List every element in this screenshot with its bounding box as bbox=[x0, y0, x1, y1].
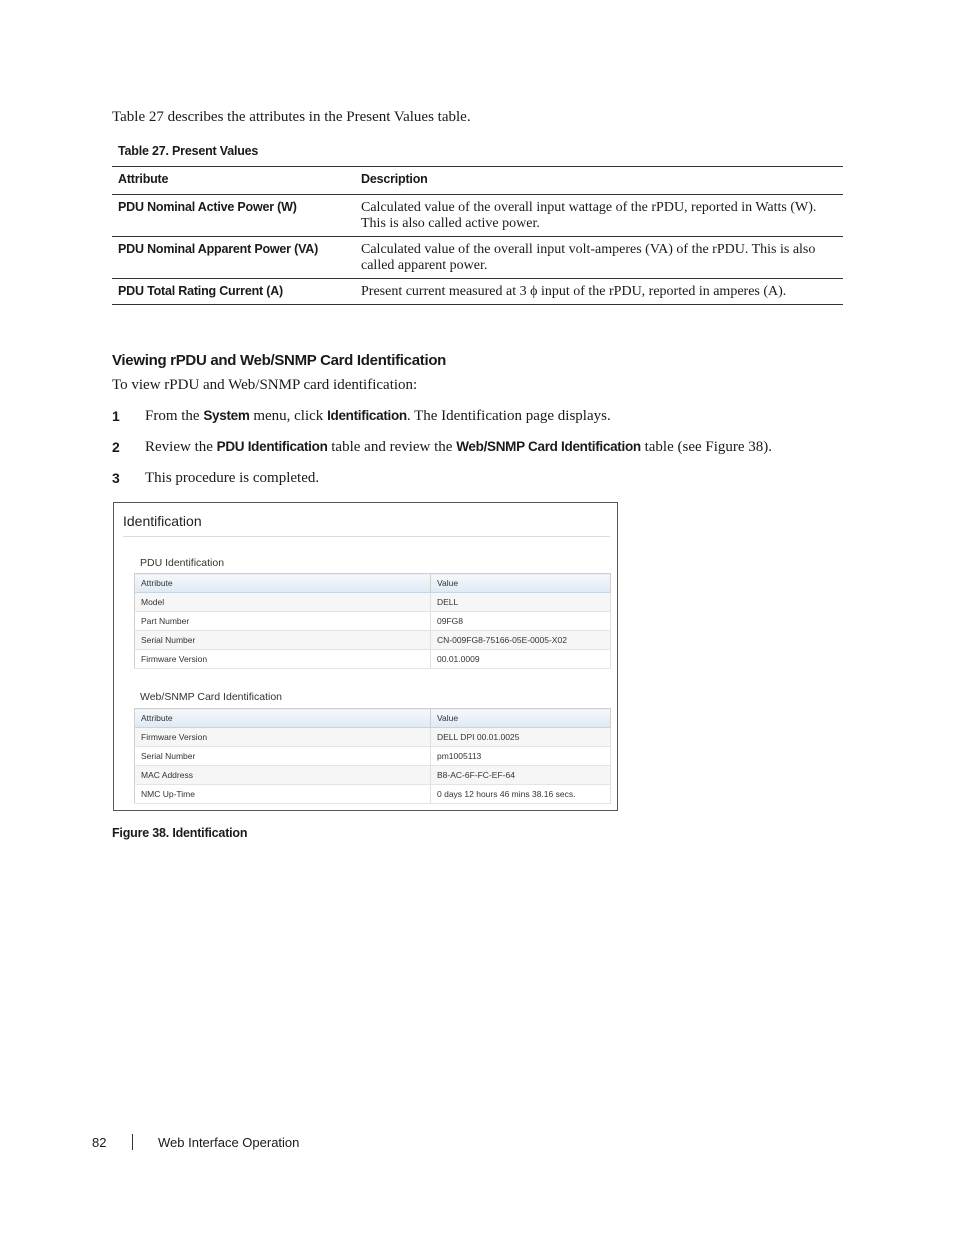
step-number: 1 bbox=[112, 408, 120, 424]
value-cell: 0 days 12 hours 46 mins 38.16 secs. bbox=[431, 785, 611, 804]
table-header-row bbox=[135, 709, 611, 728]
attribute-cell: Model bbox=[135, 593, 431, 612]
description-cell: Present current measured at 3 ϕ input of the rPDU, reported in amperes (A). bbox=[355, 279, 843, 305]
step-text: Review the PDU Identification table and review the Web/SNMP Card Identification table (see Figure 38). bbox=[145, 439, 773, 455]
value-cell: 09FG8 bbox=[431, 612, 611, 631]
value-cell: DELL DPI 00.01.0025 bbox=[431, 728, 611, 747]
attribute-cell: Firmware Version bbox=[135, 728, 431, 747]
table-row bbox=[135, 612, 611, 631]
table-row bbox=[135, 747, 611, 766]
step-text: This procedure is completed. bbox=[145, 470, 320, 486]
value-cell: pm1005113 bbox=[431, 747, 611, 766]
title-divider bbox=[123, 536, 610, 537]
attribute-cell: MAC Address bbox=[135, 766, 431, 785]
menu-keyword: System bbox=[203, 408, 250, 423]
table-row bbox=[135, 785, 611, 804]
value-cell: 00.01.0009 bbox=[431, 650, 611, 669]
table-keyword: PDU Identification bbox=[216, 439, 328, 454]
column-header-value: Value bbox=[431, 574, 611, 593]
section-intro: To view rPDU and Web/SNMP card identification: bbox=[112, 377, 418, 393]
attribute-cell: Serial Number bbox=[135, 747, 431, 766]
attribute-cell: NMC Up-Time bbox=[135, 785, 431, 804]
attribute-cell: PDU Nominal Apparent Power (VA) bbox=[112, 237, 355, 279]
table-row bbox=[135, 728, 611, 747]
column-header-attribute: Attribute bbox=[135, 574, 431, 593]
column-header-description: Description bbox=[355, 167, 843, 195]
table-row bbox=[112, 237, 843, 279]
page-number: 82 bbox=[92, 1135, 107, 1150]
table-row bbox=[112, 279, 843, 305]
attribute-cell: Serial Number bbox=[135, 631, 431, 650]
table-caption: Table 27. Present Values bbox=[118, 144, 259, 158]
column-header-attribute: Attribute bbox=[135, 709, 431, 728]
table-header-row bbox=[135, 574, 611, 593]
table-header-row bbox=[112, 167, 843, 195]
column-header-value: Value bbox=[431, 709, 611, 728]
table-row bbox=[135, 593, 611, 612]
pdu-identification-title: PDU Identification bbox=[140, 557, 225, 569]
intro-paragraph: Table 27 describes the attributes in the Present Values table. bbox=[112, 109, 471, 125]
pdu-identification-table bbox=[134, 573, 611, 669]
page-title: Identification bbox=[123, 513, 202, 529]
attribute-cell: Part Number bbox=[135, 612, 431, 631]
table-row bbox=[135, 650, 611, 669]
card-identification-title: Web/SNMP Card Identification bbox=[140, 691, 283, 703]
footer-separator bbox=[132, 1134, 133, 1150]
table-row bbox=[112, 195, 843, 237]
step-number: 3 bbox=[112, 470, 120, 486]
menu-keyword: Identification bbox=[327, 408, 407, 423]
value-cell: CN-009FG8-75166-05E-0005-X02 bbox=[431, 631, 611, 650]
step-text: From the System menu, click Identification. The Identification page displays. bbox=[145, 408, 611, 424]
description-cell: Calculated value of the overall input wattage of the rPDU, reported in Watts (W). This is also called active power. bbox=[355, 195, 843, 237]
attribute-cell: PDU Total Rating Current (A) bbox=[112, 279, 355, 305]
present-values-table bbox=[112, 166, 843, 305]
identification-screenshot bbox=[113, 502, 618, 811]
value-cell: B8-AC-6F-FC-EF-64 bbox=[431, 766, 611, 785]
value-cell: DELL bbox=[431, 593, 611, 612]
step-number: 2 bbox=[112, 439, 120, 455]
column-header-attribute: Attribute bbox=[112, 167, 355, 195]
table-keyword: Web/SNMP Card Identification bbox=[456, 439, 641, 454]
section-heading: Viewing rPDU and Web/SNMP Card Identification bbox=[112, 352, 447, 369]
card-identification-table bbox=[134, 708, 611, 804]
table-row bbox=[135, 631, 611, 650]
figure-caption: Figure 38. Identification bbox=[112, 826, 248, 840]
attribute-cell: Firmware Version bbox=[135, 650, 431, 669]
footer-section-title: Web Interface Operation bbox=[158, 1135, 300, 1150]
description-cell: Calculated value of the overall input volt-amperes (VA) of the rPDU. This is also called apparent power. bbox=[355, 237, 843, 279]
attribute-cell: PDU Nominal Active Power (W) bbox=[112, 195, 355, 237]
table-row bbox=[135, 766, 611, 785]
